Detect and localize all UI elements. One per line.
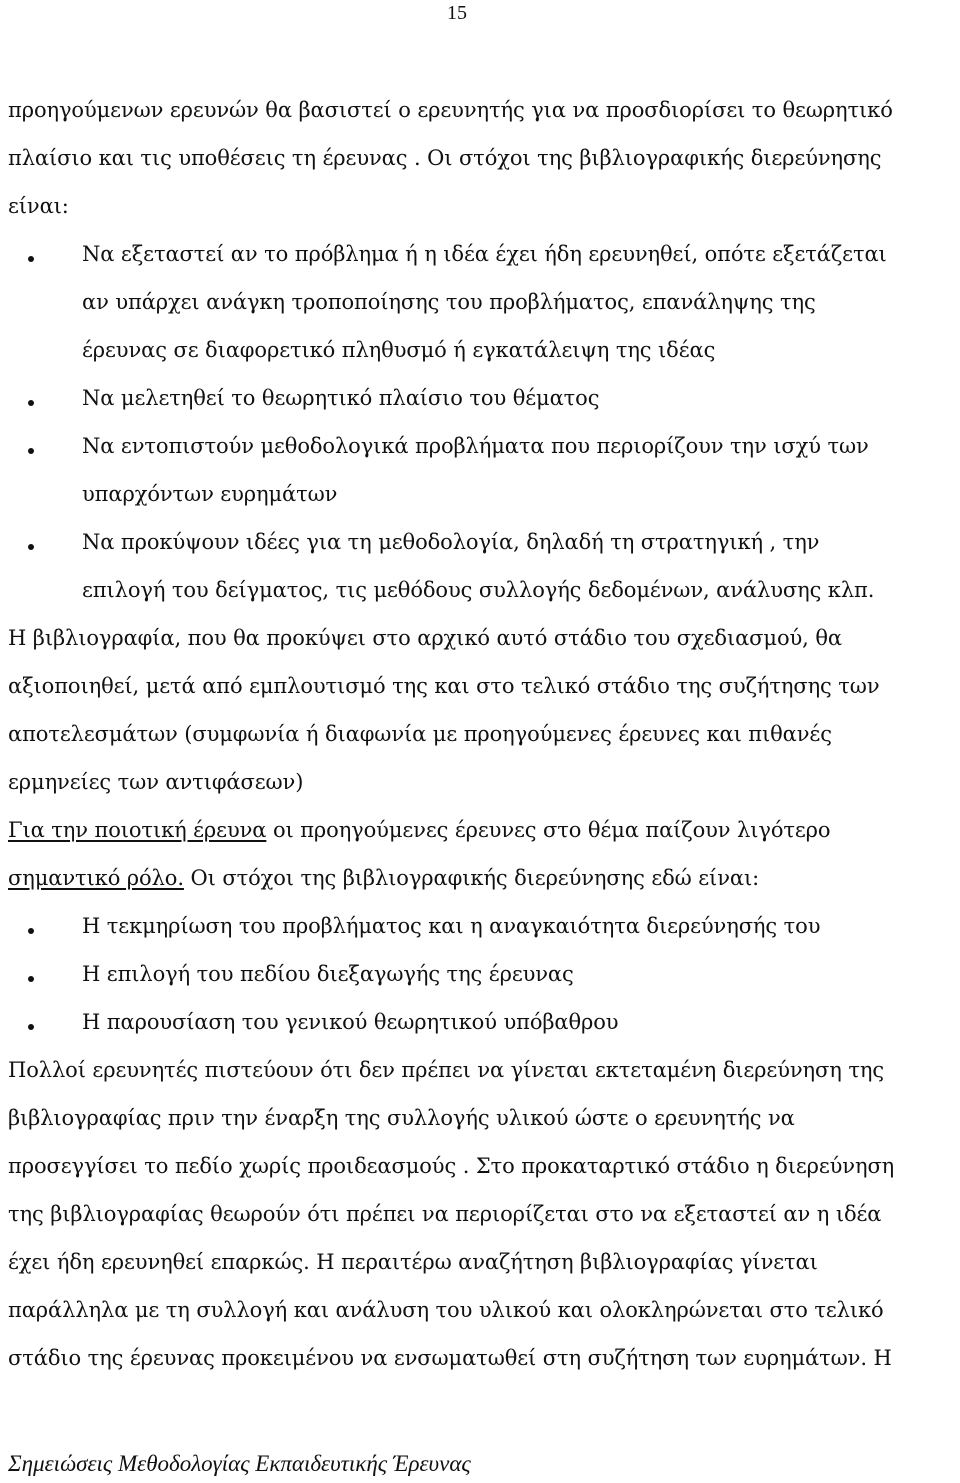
list-item-line: Να εξεταστεί αν το πρόβλημα ή η ιδέα έχει ήδη ερευνηθεί, οπότε εξετάζεται bbox=[82, 242, 887, 266]
bullet-icon bbox=[28, 928, 34, 934]
text-line: προσεγγίσει το πεδίο χωρίς προιδεασμούς . Στο προκαταρτικό στάδιο η διερεύνηση bbox=[8, 1154, 895, 1178]
text-line bbox=[8, 868, 759, 889]
page-footer: Σημειώσεις Μεθοδολογίας Εκπαιδευτικής Έρευνας bbox=[8, 1451, 471, 1476]
text-line: Πολλοί ερευνητές πιστεύουν ότι δεν πρέπει να γίνεται εκτεταμένη διερεύνηση της bbox=[8, 1058, 884, 1082]
list-item-line: Να μελετηθεί το θεωρητικό πλαίσιο του θέματος bbox=[82, 386, 600, 410]
bullet-icon bbox=[28, 400, 34, 406]
text-line bbox=[8, 820, 830, 841]
text-line: Η βιβλιογραφία, που θα προκύψει στο αρχικό αυτό στάδιο του σχεδιασμού, θα bbox=[8, 626, 842, 650]
qualitative-research-heading: Για την ποιοτική έρευνα bbox=[8, 818, 267, 842]
list-item-line: αν υπάρχει ανάγκη τροποποίησης του προβλήματος, επανάληψης της bbox=[82, 290, 816, 314]
text-line: έχει ήδη ερευνηθεί επαρκώς. Η περαιτέρω αναζήτηση βιβλιογραφίας γίνεται bbox=[8, 1250, 818, 1274]
list-item-line: Να εντοπιστούν μεθοδολογικά προβλήματα που περιορίζουν την ισχύ των bbox=[82, 434, 869, 458]
list-item-line: Η επιλογή του πεδίου διεξαγωγής της έρευνας bbox=[82, 962, 574, 986]
bullet-icon bbox=[28, 1024, 34, 1030]
text-line: ερμηνείες των αντιφάσεων) bbox=[8, 770, 304, 794]
list-item-line: Να προκύψουν ιδέες για τη μεθοδολογία, δηλαδή τη στρατηγική , την bbox=[82, 530, 820, 554]
text-line: βιβλιογραφίας πριν την έναρξη της συλλογής υλικού ώστε ο ερευνητής να bbox=[8, 1106, 795, 1130]
text-line: παράλληλα με τη συλλογή και ανάλυση του υλικού και ολοκληρώνεται στο τελικό bbox=[8, 1298, 884, 1322]
text-span: Οι στόχοι της βιβλιογραφικής διερεύνησης εδώ είναι: bbox=[183, 866, 760, 890]
text-line: στάδιο της έρευνας προκειμένου να ενσωματωθεί στη συζήτηση των ευρημάτων. Η bbox=[8, 1346, 892, 1370]
text-line: αξιοποιηθεί, μετά από εμπλουτισμό της και στο τελικό στάδιο της συζήτησης των bbox=[8, 674, 880, 698]
text-line: προηγούμενων ερευνών θα βασιστεί ο ερευνητής για να προσδιορίσει το θεωρητικό bbox=[8, 98, 893, 122]
text-line: πλαίσιο και τις υποθέσεις τη έρευνας . Οι στόχοι της βιβλιογραφικής διερεύνησης bbox=[8, 146, 882, 170]
bullet-icon bbox=[28, 256, 34, 262]
list-item-line: Η παρουσίαση του γενικού θεωρητικού υπόβαθρου bbox=[82, 1010, 619, 1034]
bullet-icon bbox=[28, 544, 34, 550]
bullet-icon bbox=[28, 976, 34, 982]
list-item-line: επιλογή του δείγματος, τις μεθόδους συλλογής δεδομένων, ανάλυσης κλπ. bbox=[82, 578, 875, 602]
underlined-text: σημαντικό ρόλο. bbox=[8, 866, 184, 890]
list-item-line: έρευνας σε διαφορετικό πληθυσμό ή εγκατάλειψη της ιδέας bbox=[82, 338, 716, 362]
text-span: οι προηγούμενες έρευνες στο θέμα παίζουν λιγότερο bbox=[266, 818, 831, 842]
list-item-line: Η τεκμηρίωση του προβλήματος και η αναγκαιότητα διερεύνησής του bbox=[82, 914, 821, 938]
text-line: είναι: bbox=[8, 194, 69, 218]
list-item-line: υπαρχόντων ευρημάτων bbox=[82, 482, 338, 506]
text-line: αποτελεσμάτων (συμφωνία ή διαφωνία με προηγούμενες έρευνες και πιθανές bbox=[8, 722, 832, 746]
bullet-icon bbox=[28, 448, 34, 454]
page-number: 15 bbox=[447, 2, 467, 24]
text-line: της βιβλιογραφίας θεωρούν ότι πρέπει να περιορίζεται στο να εξεταστεί αν η ιδέα bbox=[8, 1202, 882, 1226]
